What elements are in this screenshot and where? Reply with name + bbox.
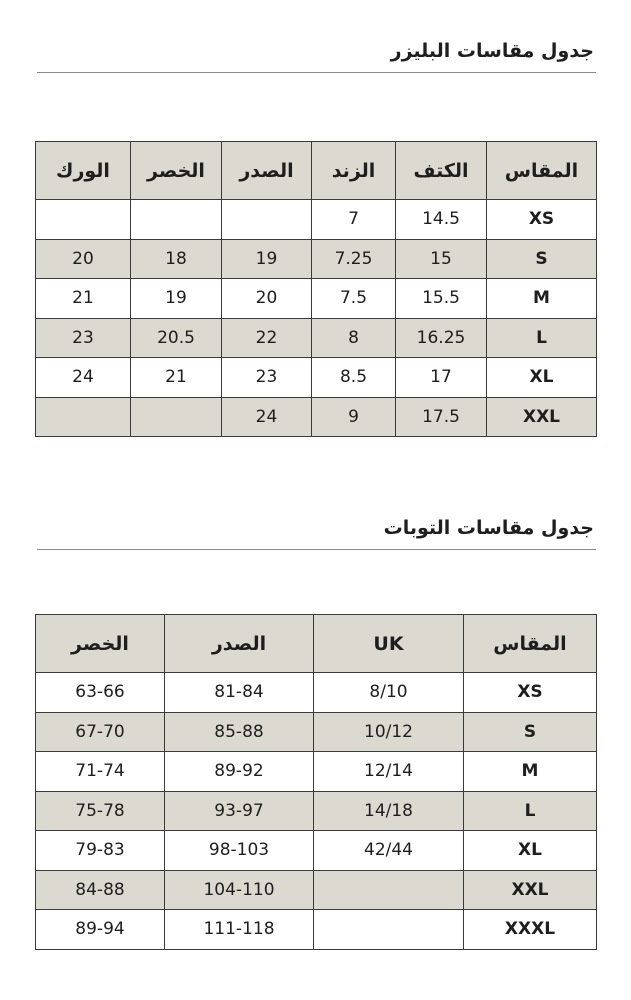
- size-label-cell: XL: [464, 831, 597, 871]
- table-row: [36, 200, 597, 240]
- table-row: [36, 910, 597, 950]
- measurement-cell: 15: [396, 239, 487, 279]
- measurement-cell: 20: [36, 239, 131, 279]
- size-label-cell: M: [464, 752, 597, 792]
- measurement-cell: 12/14: [314, 752, 464, 792]
- measurement-cell: 7.5: [312, 279, 396, 319]
- table-row: [36, 831, 597, 871]
- size-label-cell: L: [487, 318, 597, 358]
- measurement-cell: 93-97: [165, 791, 314, 831]
- measurement-cell: 89-94: [36, 910, 165, 950]
- size-label-cell: M: [487, 279, 597, 319]
- measurement-cell: 104-110: [165, 870, 314, 910]
- blazer-size-table: [35, 141, 597, 437]
- tops-title-divider: [37, 549, 596, 550]
- table-row: [36, 397, 597, 437]
- measurement-cell: 79-83: [36, 831, 165, 871]
- measurement-cell: 75-78: [36, 791, 165, 831]
- table-row: [36, 239, 597, 279]
- measurement-cell: 23: [36, 318, 131, 358]
- measurement-cell: 84-88: [36, 870, 165, 910]
- column-header: الصدر: [222, 142, 312, 200]
- size-label-cell: S: [487, 239, 597, 279]
- measurement-cell: 18: [131, 239, 222, 279]
- measurement-cell: 24: [36, 358, 131, 398]
- column-header: الصدر: [165, 615, 314, 673]
- size-label-cell: XXL: [487, 397, 597, 437]
- measurement-cell: 14.5: [396, 200, 487, 240]
- blazer-title-divider: [37, 72, 596, 73]
- measurement-cell: 23: [222, 358, 312, 398]
- measurement-cell: 8.5: [312, 358, 396, 398]
- measurement-cell: 20: [222, 279, 312, 319]
- size-label-cell: L: [464, 791, 597, 831]
- table-row: [36, 673, 597, 713]
- measurement-cell: 71-74: [36, 752, 165, 792]
- measurement-cell: [36, 397, 131, 437]
- column-header: UK: [314, 615, 464, 673]
- table-row: [36, 712, 597, 752]
- measurement-cell: 14/18: [314, 791, 464, 831]
- column-header: الخصر: [36, 615, 165, 673]
- measurement-cell: 42/44: [314, 831, 464, 871]
- column-header: الكتف: [396, 142, 487, 200]
- table-row: [36, 752, 597, 792]
- measurement-cell: [314, 870, 464, 910]
- tops-size-chart-title: جدول مقاسات التوبات: [383, 517, 594, 539]
- measurement-cell: 21: [36, 279, 131, 319]
- measurement-cell: 111-118: [165, 910, 314, 950]
- measurement-cell: 89-92: [165, 752, 314, 792]
- measurement-cell: 19: [131, 279, 222, 319]
- table-header-row: [36, 142, 597, 200]
- measurement-cell: [36, 200, 131, 240]
- measurement-cell: 15.5: [396, 279, 487, 319]
- size-label-cell: XS: [464, 673, 597, 713]
- measurement-cell: 10/12: [314, 712, 464, 752]
- measurement-cell: 8: [312, 318, 396, 358]
- table-row: [36, 791, 597, 831]
- measurement-cell: 17: [396, 358, 487, 398]
- measurement-cell: 21: [131, 358, 222, 398]
- column-header: الخصر: [131, 142, 222, 200]
- table-row: [36, 279, 597, 319]
- column-header: المقاس: [487, 142, 597, 200]
- measurement-cell: 24: [222, 397, 312, 437]
- measurement-cell: 81-84: [165, 673, 314, 713]
- measurement-cell: 17.5: [396, 397, 487, 437]
- measurement-cell: 98-103: [165, 831, 314, 871]
- measurement-cell: 7: [312, 200, 396, 240]
- table-row: [36, 870, 597, 910]
- measurement-cell: 8/10: [314, 673, 464, 713]
- measurement-cell: [131, 397, 222, 437]
- measurement-cell: [131, 200, 222, 240]
- table-row: [36, 358, 597, 398]
- size-label-cell: S: [464, 712, 597, 752]
- measurement-cell: 7.25: [312, 239, 396, 279]
- measurement-cell: [314, 910, 464, 950]
- column-header: الورك: [36, 142, 131, 200]
- tops-size-table: [35, 614, 597, 950]
- measurement-cell: 16.25: [396, 318, 487, 358]
- measurement-cell: 20.5: [131, 318, 222, 358]
- measurement-cell: 67-70: [36, 712, 165, 752]
- measurement-cell: [222, 200, 312, 240]
- measurement-cell: 19: [222, 239, 312, 279]
- blazer-size-chart-title: جدول مقاسات البليزر: [390, 40, 594, 62]
- measurement-cell: 63-66: [36, 673, 165, 713]
- table-header-row: [36, 615, 597, 673]
- size-label-cell: XL: [487, 358, 597, 398]
- size-label-cell: XS: [487, 200, 597, 240]
- column-header: المقاس: [464, 615, 597, 673]
- size-label-cell: XXL: [464, 870, 597, 910]
- measurement-cell: 85-88: [165, 712, 314, 752]
- column-header: الزند: [312, 142, 396, 200]
- table-row: [36, 318, 597, 358]
- measurement-cell: 22: [222, 318, 312, 358]
- measurement-cell: 9: [312, 397, 396, 437]
- size-label-cell: XXXL: [464, 910, 597, 950]
